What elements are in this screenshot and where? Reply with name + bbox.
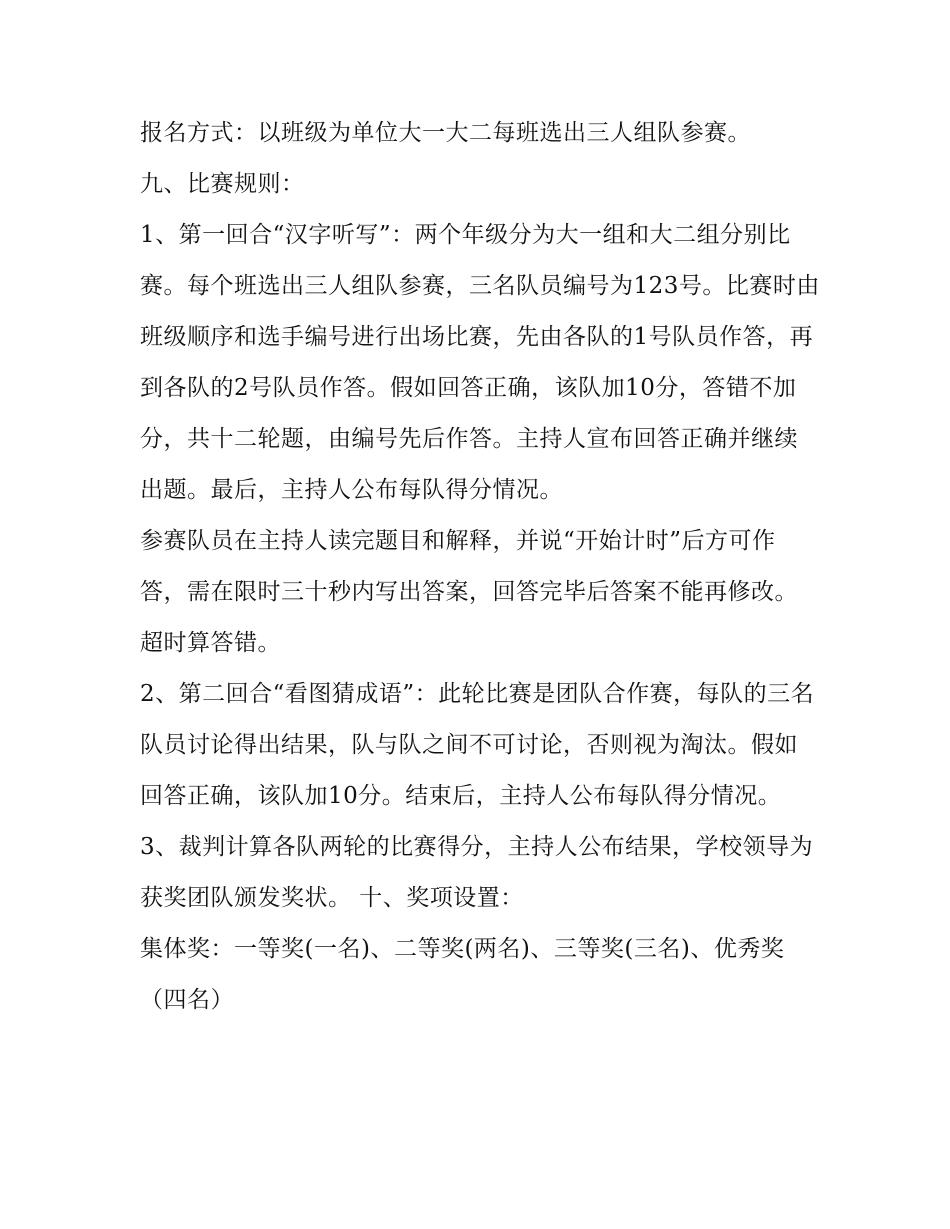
rule-2-paragraph: 2、第二回合“看图猜成语”：此轮比赛是团队合作赛，每队的三名队员讨论得出结果，队与队之间不可讨论，否则视为淘汰。假如回答正确，该队加10分。结束后，主持人公布每队得分情况。 [140, 681, 815, 809]
registration-method-paragraph: 报名方式：以班级为单位大一大二每班选出三人组队参赛。 [140, 120, 751, 146]
section-heading-rules: 九、比赛规则： [140, 171, 305, 197]
group-awards-paragraph: 集体奖：一等奖(一名)、二等奖(两名)、三等奖(三名)、优秀奖（四名） [140, 936, 785, 1013]
rule-3-paragraph: 3、裁判计算各队两轮的比赛得分，主持人公布结果，学校领导为获奖团队颁发奖状。 十、奖项设置： [140, 834, 814, 911]
rule-1-paragraph: 1、第一回合“汉字听写”：两个年级分为大一组和大二组分别比赛。每个班选出三人组队参赛，三名队员编号为123号。比赛时由班级顺序和选手编号进行出场比赛，先由各队的1号队员作答，再到各队的2号队员作答。假如回答正确，该队加10分，答错不加分，共十二轮题，由编号先后作答。主持人宣布回答正确并继续出题。最后，主持人公布每队得分情况。 [140, 222, 820, 503]
document-body [140, 108, 820, 1026]
rule-1-timing-paragraph: 参赛队员在主持人读完题目和解释，并说“开始计时”后方可作答，需在限时三十秒内写出答案，回答完毕后答案不能再修改。超时算答错。 [140, 528, 798, 656]
